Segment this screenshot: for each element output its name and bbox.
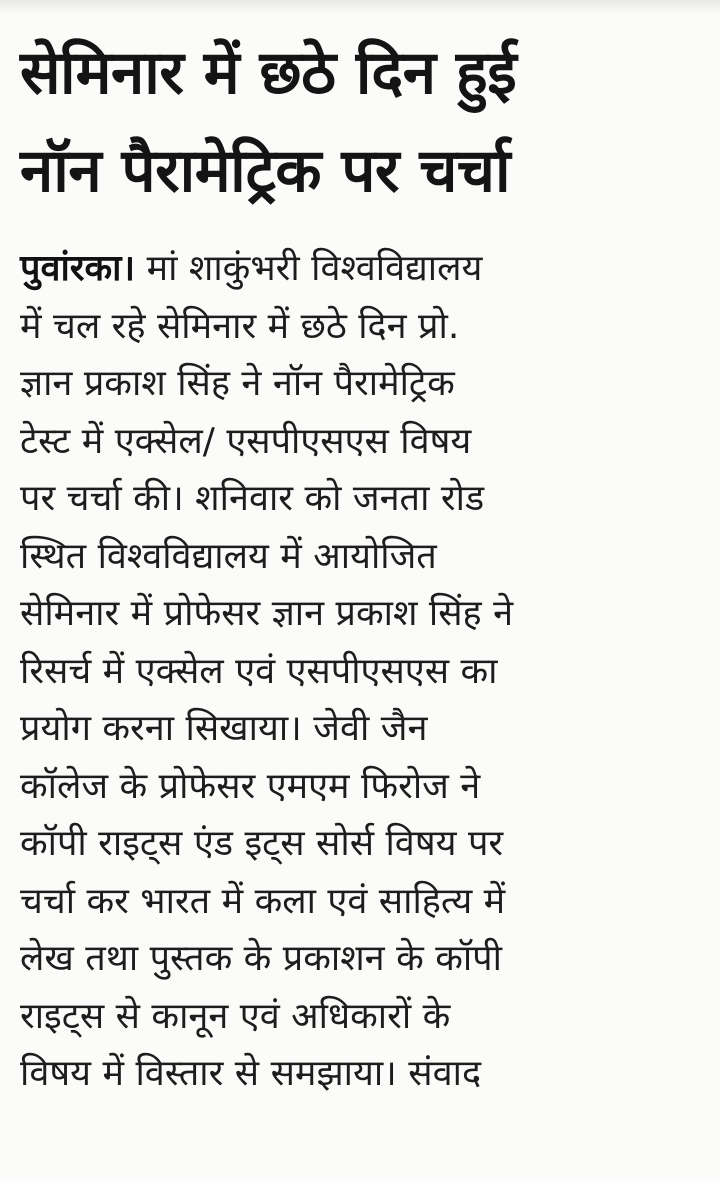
top-edge-shadow	[0, 0, 720, 14]
article-line: सेमिनार में प्रोफेसर ज्ञान प्रकाश सिंह ने	[20, 593, 514, 634]
article-line: चर्चा कर भारत में कला एवं साहित्य में	[20, 880, 506, 922]
article-line: में चल रहे सेमिनार में छठे दिन प्रो.	[20, 305, 460, 347]
article-line-1	[20, 240, 710, 298]
article-line: लेख तथा पुस्तक के प्रकाशन के कॉपी	[20, 938, 502, 979]
headline-line-1: सेमिनार में छठे दिन हुई	[20, 38, 517, 108]
article-line: टेस्ट में एक्सेल/ एसपीएसएस विषय	[20, 420, 472, 462]
article-line: कॉलेज के प्रोफेसर एमएम फिरोज ने	[20, 765, 481, 807]
headline-line-2: नॉन पैरामेट्रिक पर चर्चा	[20, 136, 511, 206]
article-line: प्रयोग करना सिखाया। जेवी जैन	[20, 708, 428, 749]
article-line: विषय में विस्तार से समझाया। संवाद	[20, 1053, 482, 1094]
article-line: स्थित विश्वविद्यालय में आयोजित	[20, 535, 437, 577]
article-body	[20, 240, 710, 1103]
article-line: राइट्स से कानून एवं अधिकारों के	[20, 995, 451, 1037]
dateline: पुवांरका।	[20, 248, 136, 289]
article-line: कॉपी राइट्स एंड इट्स सोर्स विषय पर	[20, 823, 504, 864]
article-line: रिसर्च में एक्सेल एवं एसपीएसएस का	[20, 650, 498, 692]
article-line-1-text: मां शाकुंभरी विश्वविद्यालय	[135, 248, 483, 289]
headline	[20, 24, 710, 220]
article-line: ज्ञान प्रकाश सिंह ने नॉन पैरामेट्रिक	[20, 363, 455, 404]
article-line: पर चर्चा की। शनिवार को जनता रोड	[20, 478, 485, 519]
